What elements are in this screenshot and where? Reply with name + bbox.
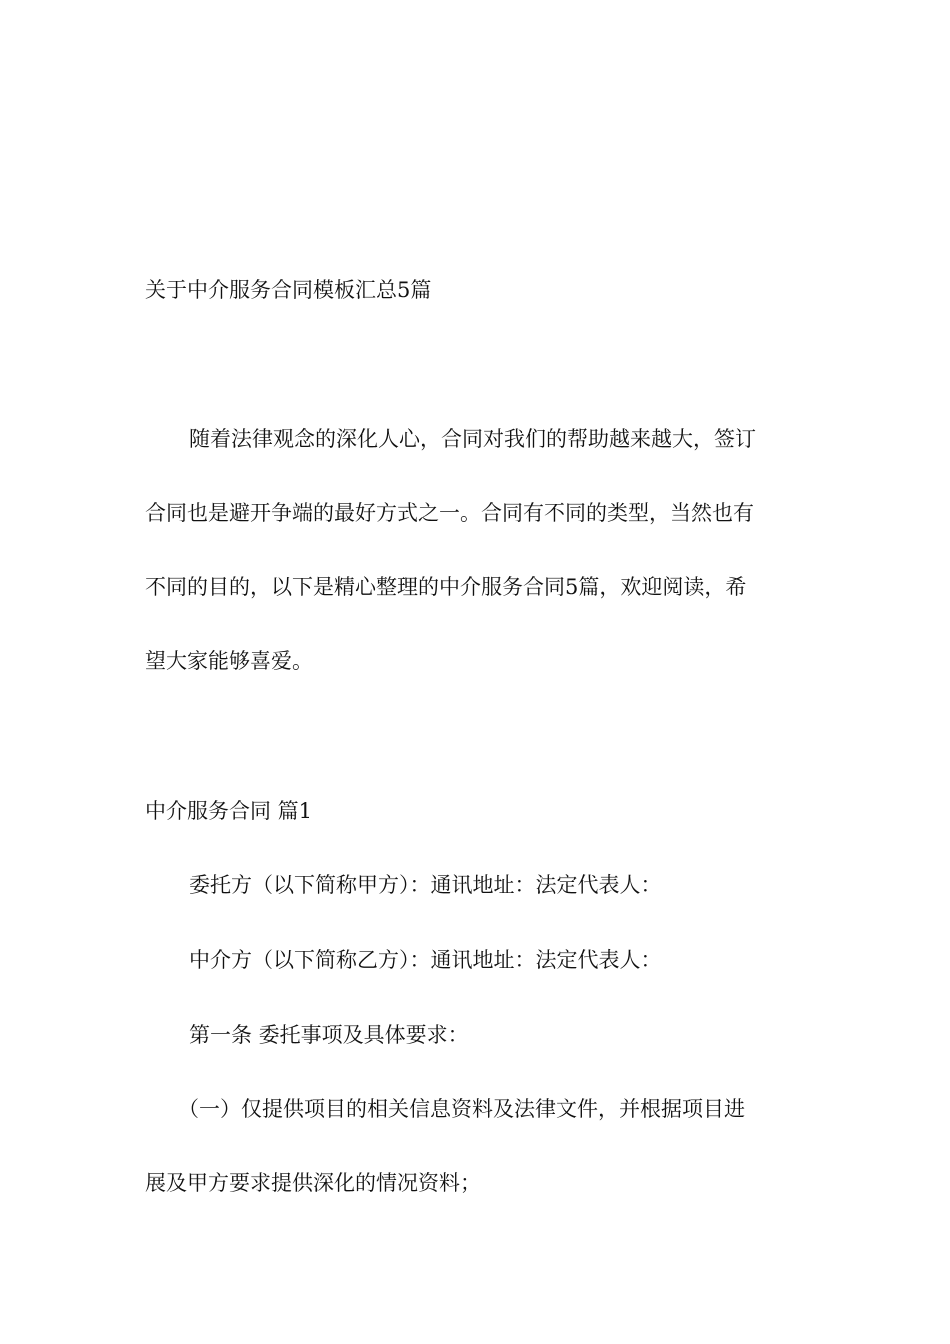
document-title: 关于中介服务合同模板汇总5篇 <box>145 278 432 302</box>
intro-line-4: 望大家能够喜爱。 <box>145 649 313 673</box>
intro-line-1: 随着法律观念的深化人心，合同对我们的帮助越来越大，签订 <box>189 427 756 451</box>
item-1-line-1: （一）仅提供项目的相关信息资料及法律文件，并根据项目进 <box>178 1097 745 1121</box>
party-a-line: 委托方（以下简称甲方）：通讯地址：法定代表人： <box>189 873 662 897</box>
article-1-heading: 第一条 委托事项及具体要求： <box>189 1023 469 1047</box>
intro-line-3: 不同的目的，以下是精心整理的中介服务合同5篇，欢迎阅读，希 <box>145 575 747 599</box>
intro-line-2: 合同也是避开争端的最好方式之一。合同有不同的类型，当然也有 <box>145 501 754 525</box>
item-1-line-2: 展及甲方要求提供深化的情况资料； <box>145 1171 481 1195</box>
party-b-line: 中介方（以下简称乙方）：通讯地址：法定代表人： <box>189 948 662 972</box>
section-heading: 中介服务合同 篇1 <box>145 799 313 823</box>
